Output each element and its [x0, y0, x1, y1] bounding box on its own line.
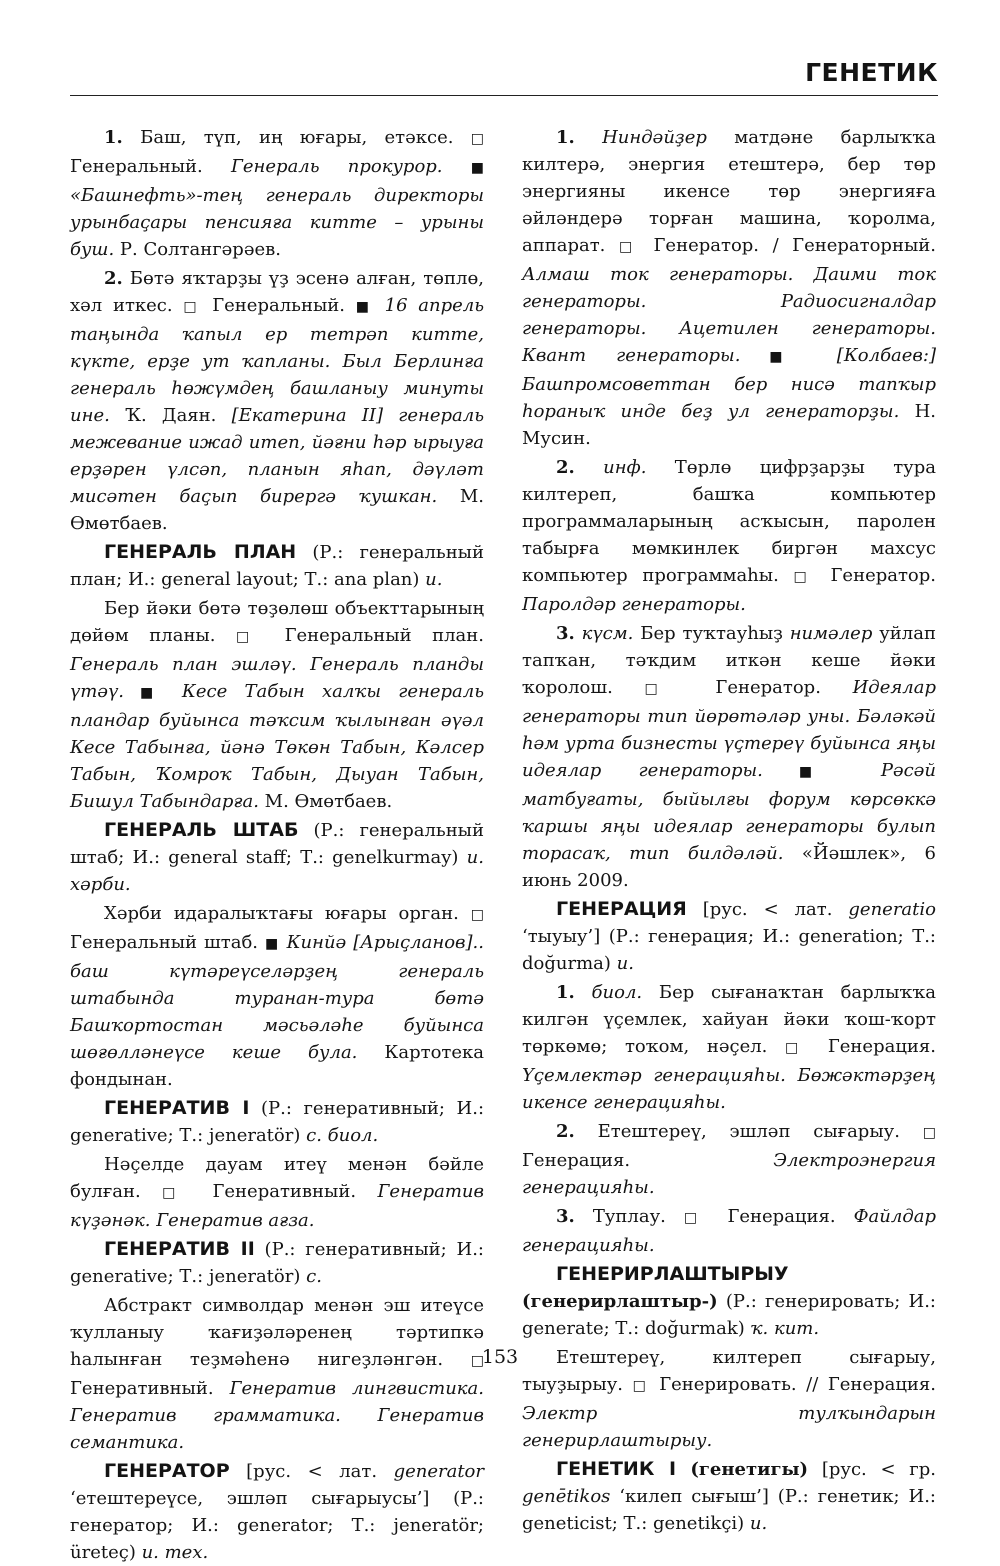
etymon: genētikos — [522, 1486, 611, 1507]
etymology-text: ‘етештереүсе, эшләп сығарыусы’] (Р.: генератор; И.: generator; Т.: jeneratör; üreteç) — [70, 1488, 484, 1563]
entry-generation-sense-2 — [522, 1118, 936, 1201]
definition-text: Бөтә яҡтарҙы үҙ эсенә алған, төплө, хәл иткес. — [70, 268, 484, 316]
part-of-speech: и. — [616, 953, 634, 974]
definition-text: Хәрби идаралыҡтағы юғары орган. — [104, 903, 471, 924]
quote-author: «Йәшлек», 6 июнь 2009. — [522, 843, 936, 891]
etymology-text: ‘тыуыу’] (Р.: генерация; И.: generation; Т.: doğurma) — [522, 926, 936, 974]
headword: ГЕНЕРАЛЬ ШТАБ — [104, 819, 299, 841]
right-column — [522, 124, 936, 1537]
sense-number: 1. — [104, 127, 123, 148]
sense-number: 3. — [556, 623, 575, 644]
headword: ГЕНЕРАТИВ I — [104, 1097, 250, 1119]
entry-general-plan — [70, 539, 484, 593]
sense-number: 1. — [556, 127, 575, 148]
translation-text: Генератор. — [683, 677, 853, 698]
entry-general-staff-definition — [70, 900, 484, 1093]
entry-generative-1-definition — [70, 1151, 484, 1234]
translation-text: Генерация. — [522, 1150, 774, 1171]
example-text: Генератив лингвистика. Генератив грамматика. Генератив семантика. — [70, 1378, 485, 1453]
headword: ГЕНЕРАТОР — [104, 1460, 230, 1482]
domain-label: биол. — [574, 982, 643, 1003]
stem-form: (генерирлаштыр-) — [522, 1291, 718, 1312]
entry-general-sense-2 — [70, 265, 484, 537]
sense-number: 2. — [556, 1121, 575, 1142]
definition-text: Бер туҡтауһыҙ — [633, 623, 790, 644]
example-text: Паролдәр генераторы. — [522, 594, 746, 615]
etymology-text: (Р.: генерировать; И.: generate; Т.: doğurmak) — [522, 1291, 936, 1339]
entry-generative-1 — [70, 1095, 484, 1149]
part-of-speech: и. хәрби. — [70, 847, 484, 895]
example-text: Генератив күҙәнәк. Генератив ағза. — [70, 1181, 484, 1231]
quote-text: 16 апрель таңында ҡапыл ер тетрәп китте, күкте, ерҙе ут ҡапланы. Был Берлинға генераль һөжүмдең башланыу минуты ине. — [70, 295, 484, 426]
etymology-text: [рус. < лат. — [229, 1461, 394, 1482]
definition-text: Бер сығанаҡтан барлыҡҡа килгән үҫемлек, хайуан йәки ҡош-ҡорт төркөмө; тоҡом, нәҫел. — [522, 982, 936, 1057]
filled-square-icon: ■ — [265, 936, 280, 952]
translation-text: Генератор. — [815, 565, 937, 586]
translation-text: Генерировать. // Генерация. — [649, 1374, 936, 1395]
definition-text: Бер йәки бөтә төҙөлөш объекттарының дөйөм планы. — [70, 598, 484, 646]
headword: ГЕНЕРАТИВ II — [104, 1238, 255, 1260]
etymology-text: [рус. < лат. — [686, 899, 849, 920]
sense-number: 1. — [556, 982, 575, 1003]
open-square-icon: □ — [183, 299, 202, 315]
headword: ГЕНЕРАЛЬ ПЛАН — [104, 541, 297, 563]
example-text: Генераль план эшләү. Генераль планды үтәү. — [70, 654, 484, 702]
open-square-icon: □ — [470, 907, 484, 923]
etymology-text: (Р.: генеративный; И.: generative; Т.: jeneratör) — [70, 1098, 485, 1146]
entry-generator-sense-2 — [522, 454, 936, 618]
translation-text: Генеральный. — [201, 295, 356, 316]
translation-text: Генерация. — [709, 1206, 854, 1227]
entry-generirlashtyryu — [522, 1261, 936, 1342]
open-square-icon: □ — [162, 1185, 192, 1201]
translation-text: Генератор. / Генераторный. — [639, 235, 936, 256]
example-text: Ниндәйҙер — [574, 127, 707, 148]
quote-text: [Екатерина II] генераль межевание ижад итеп, йәғни һәр ырыуға ерҙәрен үлсәп, планын яһап, дәүләт мисәтен баҫып бирергә ҡушкан. — [70, 405, 485, 507]
entry-generative-2 — [70, 1236, 484, 1290]
domain-label: инф. — [574, 457, 647, 478]
definition-text: Төрлө цифрҙарҙы тура килтереп, башҡа компьютер программаларының асҡысын, паролен табырға мөмкинлек биргән махсус компьютер программаһы. — [522, 457, 937, 586]
quote-text: Кесе Табын халҡы генераль пландар буйынса тәҡсим ҡылынған әүәл Кесе Табынға, йәнә Төкөн Табын, Кәлсер Табын, Ҡомроҡ Табын, Дыуан Табын, Бишул Табындарға. — [70, 681, 484, 812]
page-number: 153 — [481, 1346, 519, 1368]
open-square-icon: □ — [632, 1378, 650, 1394]
open-square-icon: □ — [683, 1210, 710, 1226]
filled-square-icon: ■ — [740, 349, 807, 365]
open-square-icon: □ — [470, 1353, 484, 1369]
example-text: Алмаш ток генераторы. Даими ток генераторы. Радиосигналдар генераторы. Ацетилен генераторы. Квант генераторы. — [522, 264, 936, 366]
entry-generation — [522, 896, 936, 977]
definition-text: Туплау. — [574, 1206, 684, 1227]
example-text: нимәлер — [789, 623, 873, 644]
filled-square-icon: ■ — [124, 685, 165, 701]
headword: ГЕНЕРИРЛАШТЫРЫУ — [556, 1263, 789, 1285]
entry-generator — [70, 1458, 484, 1566]
etymology-text: ‘килеп сығыш’] (Р.: генетик; И.: geneticist; Т.: genetikçi) — [522, 1486, 936, 1534]
entry-generation-sense-3 — [522, 1203, 936, 1259]
translation-text: Генеративный. — [191, 1181, 378, 1202]
etymology-text: (Р.: генеративный; И.: generative; Т.: jeneratör) — [70, 1239, 484, 1287]
definition-text: Етештереү, килтереп сығарыу, тыуҙырыу. — [522, 1347, 936, 1395]
translation-text: Генерация. — [810, 1036, 936, 1057]
running-head: ГЕНЕТИК — [805, 58, 938, 87]
definition-text: Нәҫелде дауам итеү менән бәйле булған. — [70, 1154, 484, 1202]
etymon: generatio — [848, 899, 936, 920]
example-text: Электроэнергия генерацияһы. — [522, 1150, 936, 1198]
quote-author: Ҡ. Даян. — [109, 405, 232, 426]
entry-generation-sense-1 — [522, 979, 936, 1116]
part-of-speech: ҡ. кит. — [750, 1318, 820, 1339]
quote-text: Рәсәй матбуғаты, быйылғы форум көрсөккә ҡаршы яңы идеялар генераторы булып торасаҡ, тип билдәләй. — [522, 760, 936, 864]
etymon: generator — [393, 1461, 484, 1482]
translation-text: Генеральный. — [70, 156, 231, 177]
stem-form: (генетигы) — [676, 1459, 809, 1480]
open-square-icon: □ — [922, 1125, 936, 1141]
translation-text: Генеральный штаб. — [70, 932, 266, 953]
etymology-text: [рус. < гр. — [808, 1459, 936, 1480]
open-square-icon: □ — [470, 131, 484, 147]
example-text: Үҫемлектәр генерацияһы. Бөжәктәрҙең икенсе генерацияһы. — [522, 1065, 936, 1113]
definition-text: Етештереү, эшләп сығарыу. — [574, 1121, 923, 1142]
translation-text: Генеральный план. — [264, 625, 485, 646]
domain-label: күсм. — [574, 623, 634, 644]
entry-generator-sense-3 — [522, 620, 936, 894]
quote-author: Р. Солтангәрәев. — [114, 239, 281, 260]
part-of-speech: и. тех. — [141, 1542, 209, 1563]
quote-text: [Колбаев:] Башпромсоветтан бер нисә тапҡыр һораныҡ инде беҙ ул генераторҙы. — [522, 345, 936, 422]
open-square-icon: □ — [785, 1040, 811, 1056]
example-text: Файлдар генерацияһы. — [522, 1206, 936, 1256]
open-square-icon: □ — [618, 239, 640, 255]
quote-text: «Башнефть»-тең генераль директоры урынбаҫары пенсияға китте – урыны буш. — [70, 185, 484, 260]
entry-genetik-1 — [522, 1456, 936, 1537]
headword: ГЕНЕРАЦИЯ — [556, 898, 687, 920]
etymology-text: (Р.: генеральный штаб; И.: general staff; Т.: genelkurmay) — [70, 820, 485, 868]
open-square-icon: □ — [644, 681, 684, 697]
quote-author: Картотека фондынан. — [70, 1042, 484, 1090]
part-of-speech: и. — [749, 1513, 768, 1534]
entry-general-sense-1 — [70, 124, 484, 263]
example-text: Идеялар генераторы тип йөрөтәләр уны. Бәләкәй һәм урта бизнесты үҫтереү буйынса яңы идеялар генераторы. — [522, 677, 936, 781]
translation-text: Генеративный. — [70, 1378, 230, 1399]
entry-generative-2-definition — [70, 1292, 484, 1456]
example-text: Электр тулҡындарын генерирлаштырыу. — [522, 1403, 936, 1451]
quote-text: Кинйә [Арыҫланов].. баш күтәреүселәрҙең генераль штабында туранан-тура бөтә Башҡортостан мәсьәләһе буйынса шөғөлләнеүсе кеше була. — [70, 932, 484, 1063]
quote-author: М. Өмөтбаев. — [258, 791, 393, 812]
quote-author: Н. Мусин. — [522, 401, 936, 449]
quote-author: М. Өмөтбаев. — [70, 486, 485, 534]
headword: ГЕНЕТИК I — [556, 1458, 677, 1480]
example-text: Генераль прокурор. — [230, 156, 443, 177]
part-of-speech: с. биол. — [306, 1125, 379, 1146]
entry-general-staff — [70, 817, 484, 898]
filled-square-icon: ■ — [762, 764, 844, 780]
part-of-speech: с. — [306, 1266, 322, 1287]
definition-text: матдәне барлыҡҡа килтерә, энергия етештерә, бер төр энергияны икенсе төр энергияға әйләндерә торған машина, ҡоролма, аппарат. — [522, 127, 936, 256]
header-rule — [70, 95, 938, 96]
open-square-icon: □ — [236, 629, 265, 645]
sense-number: 2. — [104, 268, 123, 289]
definition-text: Абстракт символдар менән эш итеүсе ҡулланыу ҡағиҙәләренең тәртипкә һалынған теҙмәһенә нигеҙләнгән. — [70, 1295, 484, 1370]
filled-square-icon: ■ — [470, 160, 484, 176]
definition-text: Баш, түп, иң юғары, етәксе. — [122, 127, 471, 148]
filled-square-icon: ■ — [355, 299, 374, 315]
part-of-speech: и. — [425, 569, 443, 590]
definition-text: уйлап тапҡан, тәҡдим иткән кеше йәки ҡоролош. — [522, 623, 936, 698]
entry-generator-sense-1 — [522, 124, 936, 452]
open-square-icon: □ — [793, 569, 816, 585]
sense-number: 2. — [556, 457, 575, 478]
sense-number: 3. — [556, 1206, 575, 1227]
entry-general-plan-definition — [70, 595, 484, 815]
etymology-text: (Р.: генеральный план; И.: general layout; Т.: ana plan) — [70, 542, 485, 590]
